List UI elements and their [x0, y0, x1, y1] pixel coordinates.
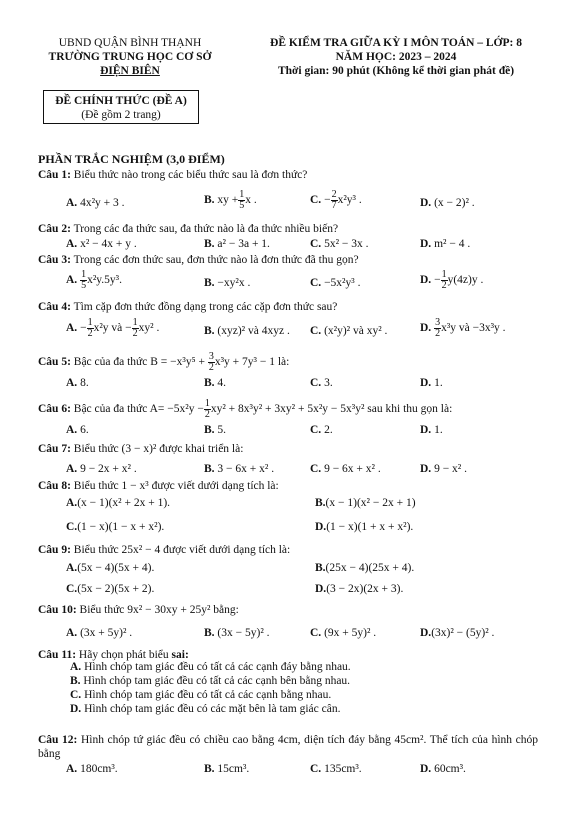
q9-option-a: A.(5x − 4)(5x + 4). [66, 562, 155, 574]
question-1 [38, 168, 307, 182]
q9-option-b: B.(25x − 4)(25x + 4). [315, 562, 415, 574]
school-header [40, 36, 220, 78]
q12-option-a: A. 180cm³. [66, 763, 118, 775]
district-name: UBND QUẬN BÌNH THẠNH [58, 37, 202, 49]
exam-title: ĐỀ KIỂM TRA GIỮA KỲ I MÔN TOÁN – LỚP: 8 [270, 37, 522, 49]
exam-duration: Thời gian: 90 phút (Không kể thời gian phát đề) [277, 65, 515, 77]
question-2: Câu 2: Trong các đa thức sau, đa thức nào là đa thức nhiều biến? [38, 223, 339, 235]
question-label: Câu 1: [38, 169, 71, 181]
q4-option-a: A. − $\frac{1}{2}$ x²y và − $\frac{1}{2}$ xy² . [66, 317, 160, 339]
q1-option-b: B. xy + $\frac{1}{5}$ x . [204, 189, 257, 211]
school-type: TRƯỜNG TRUNG HỌC CƠ SỞ [48, 51, 212, 63]
exam-header [246, 36, 546, 78]
q8-option-c: C.(1 − x)(1 − x + x²). [66, 521, 165, 533]
question-3: Câu 3: Trong các đơn thức sau, đơn thức nào là đơn thức đã thu gọn? [38, 254, 359, 266]
q5-option-b: B. 4. [204, 377, 227, 389]
q6-option-a: A. 6. [66, 424, 89, 436]
fraction: $\frac{1}{5}$ [239, 189, 245, 211]
official-box [43, 90, 199, 124]
question-8: Câu 8: Biểu thức 1 − x³ được viết dưới dạng tích là: [38, 480, 279, 492]
q5-option-a: A. 8. [66, 377, 89, 389]
question-5: Câu 5: Bậc của đa thức B = −x³y⁵ + $\frac{3}{2}$ x³y + 7y³ − 1 là: [38, 351, 290, 373]
q1-option-a: A. 4x²y + 3 . [66, 197, 125, 209]
school-name: ĐIỆN BIÊN [100, 65, 160, 77]
q11-option-b: B. Hình chóp tam giác đều có tất cả các cạnh bên bằng nhau. [70, 675, 351, 687]
pages-note: (Đề gồm 2 trang) [81, 109, 161, 121]
q10-option-a: A. (3x + 5y)² . [66, 627, 133, 639]
q4-option-b: B. (xyz)² và 4xyz . [204, 325, 290, 337]
q2-option-b: B. a² − 3a + 1. [204, 238, 270, 250]
q6-option-c: C. 2. [310, 424, 333, 436]
q1-option-d: D. (x − 2)² . [420, 197, 475, 209]
q3-option-d: D. − $\frac{1}{2}$ y(4z)y . [420, 269, 484, 291]
question-12: Câu 12: Hình chóp tứ giác đều có chiều cao bằng 4cm, diện tích đáy bằng 45cm². Thể tích của hình chóp bằng [38, 734, 538, 760]
q7-option-b: B. 3 − 6x + x² . [204, 463, 275, 475]
q12-option-b: B. 15cm³. [204, 763, 250, 775]
q4-option-c: C. (x²y)² và xy² . [310, 325, 388, 337]
question-text: Biểu thức nào trong các biểu thức sau là đơn thức? [70, 169, 308, 181]
q11-option-c: C. Hình chóp tam giác đều có tất cả các cạnh bằng nhau. [70, 689, 332, 701]
q6-option-d: D. 1. [420, 424, 443, 436]
q9-option-d: D.(3 − 2x)(2x + 3). [315, 583, 404, 595]
question-6: Câu 6: Bậc của đa thức A= −5x²y − $\frac{1}{2}$ xy² + 8x³y² + 3xy² + 5x²y − 5x³y² sau khi thu gọn là: [38, 398, 453, 420]
q2-option-c: C. 5x² − 3x . [310, 238, 369, 250]
q8-option-a: A.(x − 1)(x² + 2x + 1). [66, 497, 171, 509]
q12-option-d: D. 60cm³. [420, 763, 466, 775]
q5-option-c: C. 3. [310, 377, 333, 389]
q11-option-d: D. Hình chóp tam giác đều có các mặt bên là tam giác cân. [70, 703, 341, 715]
q8-option-d: D.(1 − x)(1 + x + x²). [315, 521, 414, 533]
q9-option-c: C.(5x − 2)(5x + 2). [66, 583, 155, 595]
section-title: PHẦN TRẮC NGHIỆM (3,0 ĐIỂM) [38, 152, 225, 166]
q5-option-d: D. 1. [420, 377, 443, 389]
q8-option-b: B.(x − 1)(x² − 2x + 1) [315, 497, 416, 509]
q10-option-d: D.(3x)² − (5y)² . [420, 627, 495, 639]
question-10: Câu 10: Biểu thức 9x² − 30xy + 25y² bằng: [38, 604, 239, 616]
question-9: Câu 9: Biểu thức 25x² − 4 được viết dưới dạng tích là: [38, 544, 291, 556]
q7-option-d: D. 9 − x² . [420, 463, 467, 475]
q3-option-c: C. −5x²y³ . [310, 277, 361, 289]
q3-option-a: A. $\frac{1}{5}$ x²y.5y³. [66, 269, 122, 291]
question-11: Câu 11: Hãy chọn phát biểu sai: [38, 649, 189, 661]
question-4: Câu 4: Tìm cặp đơn thức đồng dạng trong các cặp đơn thức sau? [38, 301, 338, 313]
q4-option-d: D. $\frac{3}{2}$ x³y và −3x³y . [420, 317, 506, 339]
official-label: ĐỀ CHÍNH THỨC (ĐỀ A) [55, 95, 187, 107]
q3-option-b: B. −xy²x . [204, 277, 251, 289]
q10-option-b: B. (3x − 5y)² . [204, 627, 270, 639]
question-7: Câu 7: Biểu thức (3 − x)² được khai triển là: [38, 443, 244, 455]
q1-option-c: C. − $\frac{2}{7}$ x²y³ . [310, 189, 362, 211]
fraction: $\frac{2}{7}$ [331, 189, 337, 211]
school-year: NĂM HỌC: 2023 – 2024 [335, 51, 457, 63]
q10-option-c: C. (9x + 5y)² . [310, 627, 377, 639]
q12-option-c: C. 135cm³. [310, 763, 362, 775]
q2-option-a: A. x² − 4x + y . [66, 238, 137, 250]
q2-option-d: D. m² − 4 . [420, 238, 471, 250]
q11-option-a: A. Hình chóp tam giác đều có tất cả các cạnh đáy bằng nhau. [70, 661, 351, 673]
q7-option-c: C. 9 − 6x + x² . [310, 463, 381, 475]
q7-option-a: A. 9 − 2x + x² . [66, 463, 137, 475]
q6-option-b: B. 5. [204, 424, 227, 436]
